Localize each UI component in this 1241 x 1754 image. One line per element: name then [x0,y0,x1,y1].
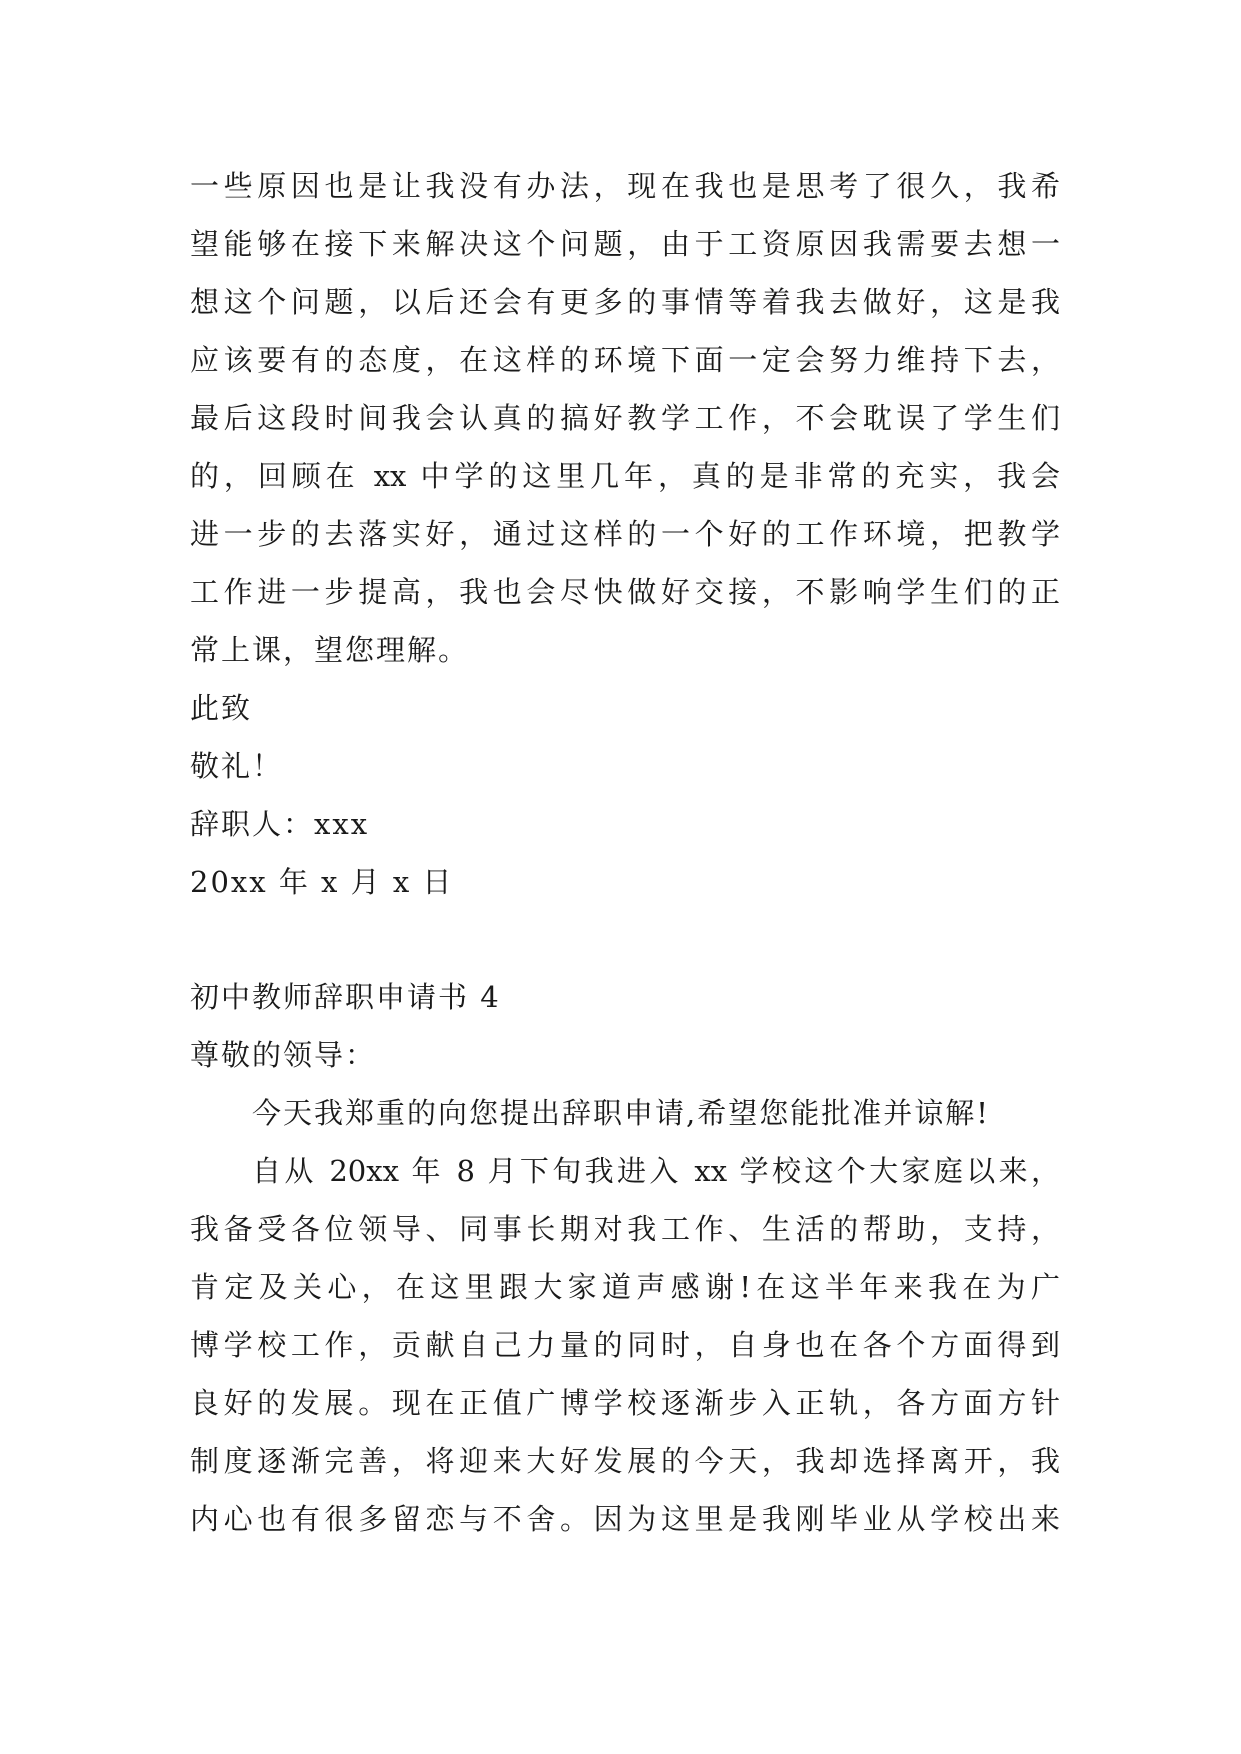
body-line: 自从 20xx 年 8 月下旬我进入 xx 学校这个大家庭以来， [252,1154,1060,1188]
body-line: 工作进一步提高，我也会尽快做好交接，不影响学生们的正 [190,575,1060,609]
letter-title: 初中教师辞职申请书 4 [190,980,501,1014]
body-line: 一些原因也是让我没有办法，现在我也是思考了很久，我希 [190,169,1060,203]
body-line: 良好的发展。现在正值广博学校逐渐步入正轨，各方面方针 [190,1386,1060,1420]
body-line-last: 常上课，望您理解。 [190,633,470,667]
date-text: 20xx 年 x 月 x 日 [190,865,454,899]
body-line: 最后这段时间我会认真的搞好教学工作，不会耽误了学生们 [190,401,1060,435]
body-line: 的，回顾在 xx 中学的这里几年，真的是非常的充实，我会 [190,459,1060,493]
letter3-continuation [190,157,1060,911]
body-line: 博学校工作，贡献自己力量的同时，自身也在各个方面得到 [190,1328,1060,1362]
body-line: 应该要有的态度，在这样的环境下面一定会努力维持下去， [190,343,1060,377]
body-line: 内心也有很多留恋与不舍。因为这里是我刚毕业从学校出来 [190,1502,1060,1536]
letter4 [190,968,1060,1548]
body-line: 想这个问题，以后还会有更多的事情等着我去做好，这是我 [190,285,1060,319]
letter-greeting: 尊敬的领导： [190,1038,377,1072]
body-line: 肯定及关心，在这里跟大家道声感谢!在这半年来我在为广 [190,1270,1060,1304]
body-line: 进一步的去落实好，通过这样的一个好的工作环境，把教学 [190,517,1060,551]
paragraph-1: 今天我郑重的向您提出辞职申请,希望您能批准并谅解! [252,1096,990,1130]
body-line: 制度逐渐完善，将迎来大好发展的今天，我却选择离开，我 [190,1444,1060,1478]
body-line: 我备受各位领导、同事长期对我工作、生活的帮助，支持， [190,1212,1060,1246]
body-line: 望能够在接下来解决这个问题，由于工资原因我需要去想一 [190,227,1060,261]
salute-text: 敬礼！ [190,749,284,783]
signature-text: 辞职人：xxx [190,807,370,841]
closing-text: 此致 [190,691,253,725]
